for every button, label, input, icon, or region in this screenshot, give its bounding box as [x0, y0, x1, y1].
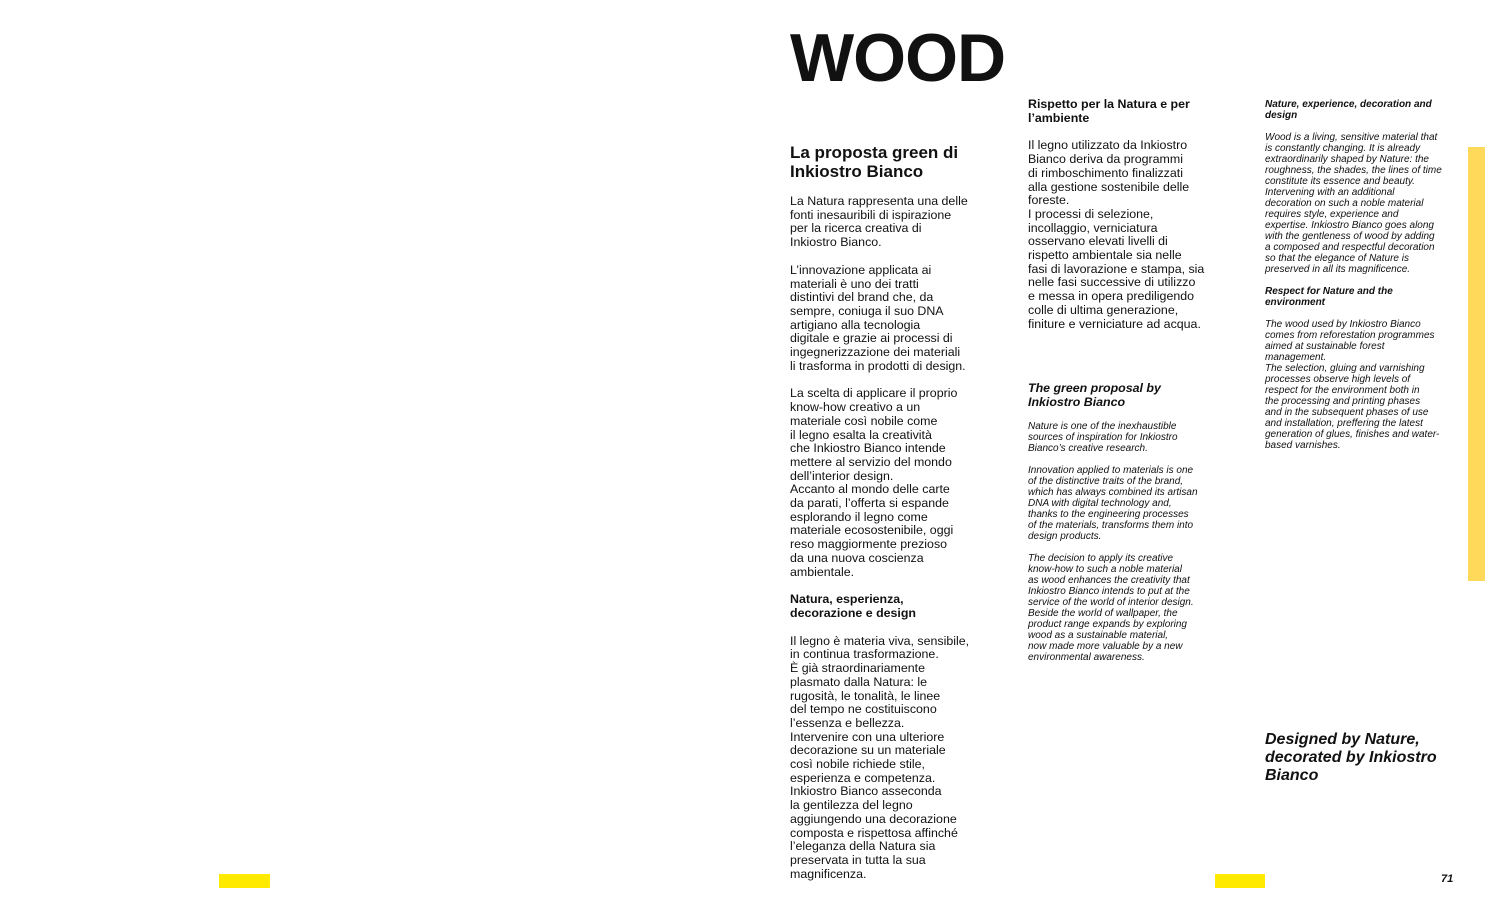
english-paragraph-3: The decision to apply its creative know-how to such a noble material as wood enhances the creativity that Inkiostro Bianco intends to put at the service of the world of interior design. Beside the world of wallpaper, the product range expands by exploring wood as a sustainable material, now made more valuable by a new environmental awareness.	[1028, 553, 1194, 664]
italian-paragraph-5: Il legno utilizzato da Inkiostro Bianco deriva da programmi di rimboschimento finalizzati alla gestione sostenibile delle foreste. I processi di selezione, incollaggio, verniciatura osservano elevati livelli di rispetto ambientale sia nelle fasi di lavorazione e stampa, sia nelle fasi successive di utilizzo e messa in opera prediligendo colle di ultima generazione, finiture e verniciature ad acqua.	[1028, 138, 1205, 331]
italian-paragraph-2: L’innovazione applicata ai materiali è uno dei tratti distintivi del brand che, da sempre, coniuga il suo DNA artigiano alla tecnologia digitale e grazie ai processi di ingegnerizzazione dei materiali li trasforma in prodotti di design.	[790, 262, 966, 373]
left-yellow-marker	[219, 874, 270, 888]
english-paragraph-4: Wood is a living, sensitive material that is constantly changing. It is already extraordinarily shaped by Nature: the roughness, the shades, the lines of time constitute its essence and beauty. Intervening with an additional decoration on such a noble material requires style, experience and expertise. Inkiostro Bianco goes along with the gentleness of wood by adding a composed and respectful decoration so that the elegance of Nature is preserved in all its magnificence.	[1265, 132, 1442, 275]
english-paragraph-1: Nature is one of the inexhaustible sources of inspiration for Inkiostro Bianco’s creative research.	[1028, 421, 1178, 455]
yellow-side-tab	[1468, 147, 1485, 581]
english-subheading-1: Nature, experience, decoration and design	[1265, 99, 1432, 121]
english-heading: The green proposal by Inkiostro Bianco	[1028, 381, 1161, 410]
italian-heading: La proposta green di Inkiostro Bianco	[790, 143, 959, 181]
italian-paragraph-1: La Natura rappresenta una delle fonti inesauribili di ispirazione per la ricerca creativa di Inkiostro Bianco.	[790, 194, 968, 250]
column-3	[1265, 99, 1457, 462]
italian-subheading-2: Rispetto per la Natura e per l’ambiente	[1028, 97, 1190, 125]
column-2	[1028, 98, 1223, 674]
english-subheading-2: Respect for Nature and the environment	[1265, 286, 1393, 308]
page-number: 71	[1441, 873, 1454, 885]
english-paragraph-2: Innovation applied to materials is one of the distinctive traits of the brand, which has always combined its artisan DNA with digital technology and, thanks to the engineering processes of the materials, transforms them into design products.	[1028, 465, 1198, 543]
right-yellow-marker	[1215, 874, 1265, 888]
page-title: WOOD	[790, 20, 1006, 96]
italian-column-1	[790, 143, 990, 895]
tagline: Designed by Nature, decorated by Inkiostro Bianco	[1265, 731, 1437, 784]
italian-subheading-1: Natura, esperienza, decorazione e design	[790, 592, 917, 620]
italian-paragraph-4: Il legno è materia viva, sensibile, in continua trasformazione. È già straordinariamente plasmato dalla Natura: le rugosità, le tonalità, le linee del tempo ne costituiscono l’essenza e bellezza. Intervenire con una ulteriore decorazione su un materiale così nobile richiede stile, esperienza e competenza. Inkiostro Bianco asseconda la gentilezza del legno aggiungendo una decorazione composta e rispettosa affinché l’eleganza della Natura sia preservata in tutta la sua magnificenza.	[790, 633, 970, 881]
italian-paragraph-3: La scelta di applicare il proprio know-how creativo a un materiale così nobile come il legno esalta la creatività che Inkiostro Bianco intende mettere al servizio del mondo dell’interior design. Accanto al mondo delle carte da parati, l’offerta si espande esplorando il legno come materiale ecosostenibile, oggi reso maggiormente prezioso da una nuova coscienza ambientale.	[790, 386, 958, 579]
english-paragraph-5: The wood used by Inkiostro Bianco comes from reforestation programmes aimed at sustainable forest management. The selection, gluing and varnishing processes observe high levels of respect for the environment both in the processing and printing phases and in the subsequent phases of use and installation, preffering the latest generation of glues, finishes and water- based varnishes.	[1265, 319, 1440, 451]
